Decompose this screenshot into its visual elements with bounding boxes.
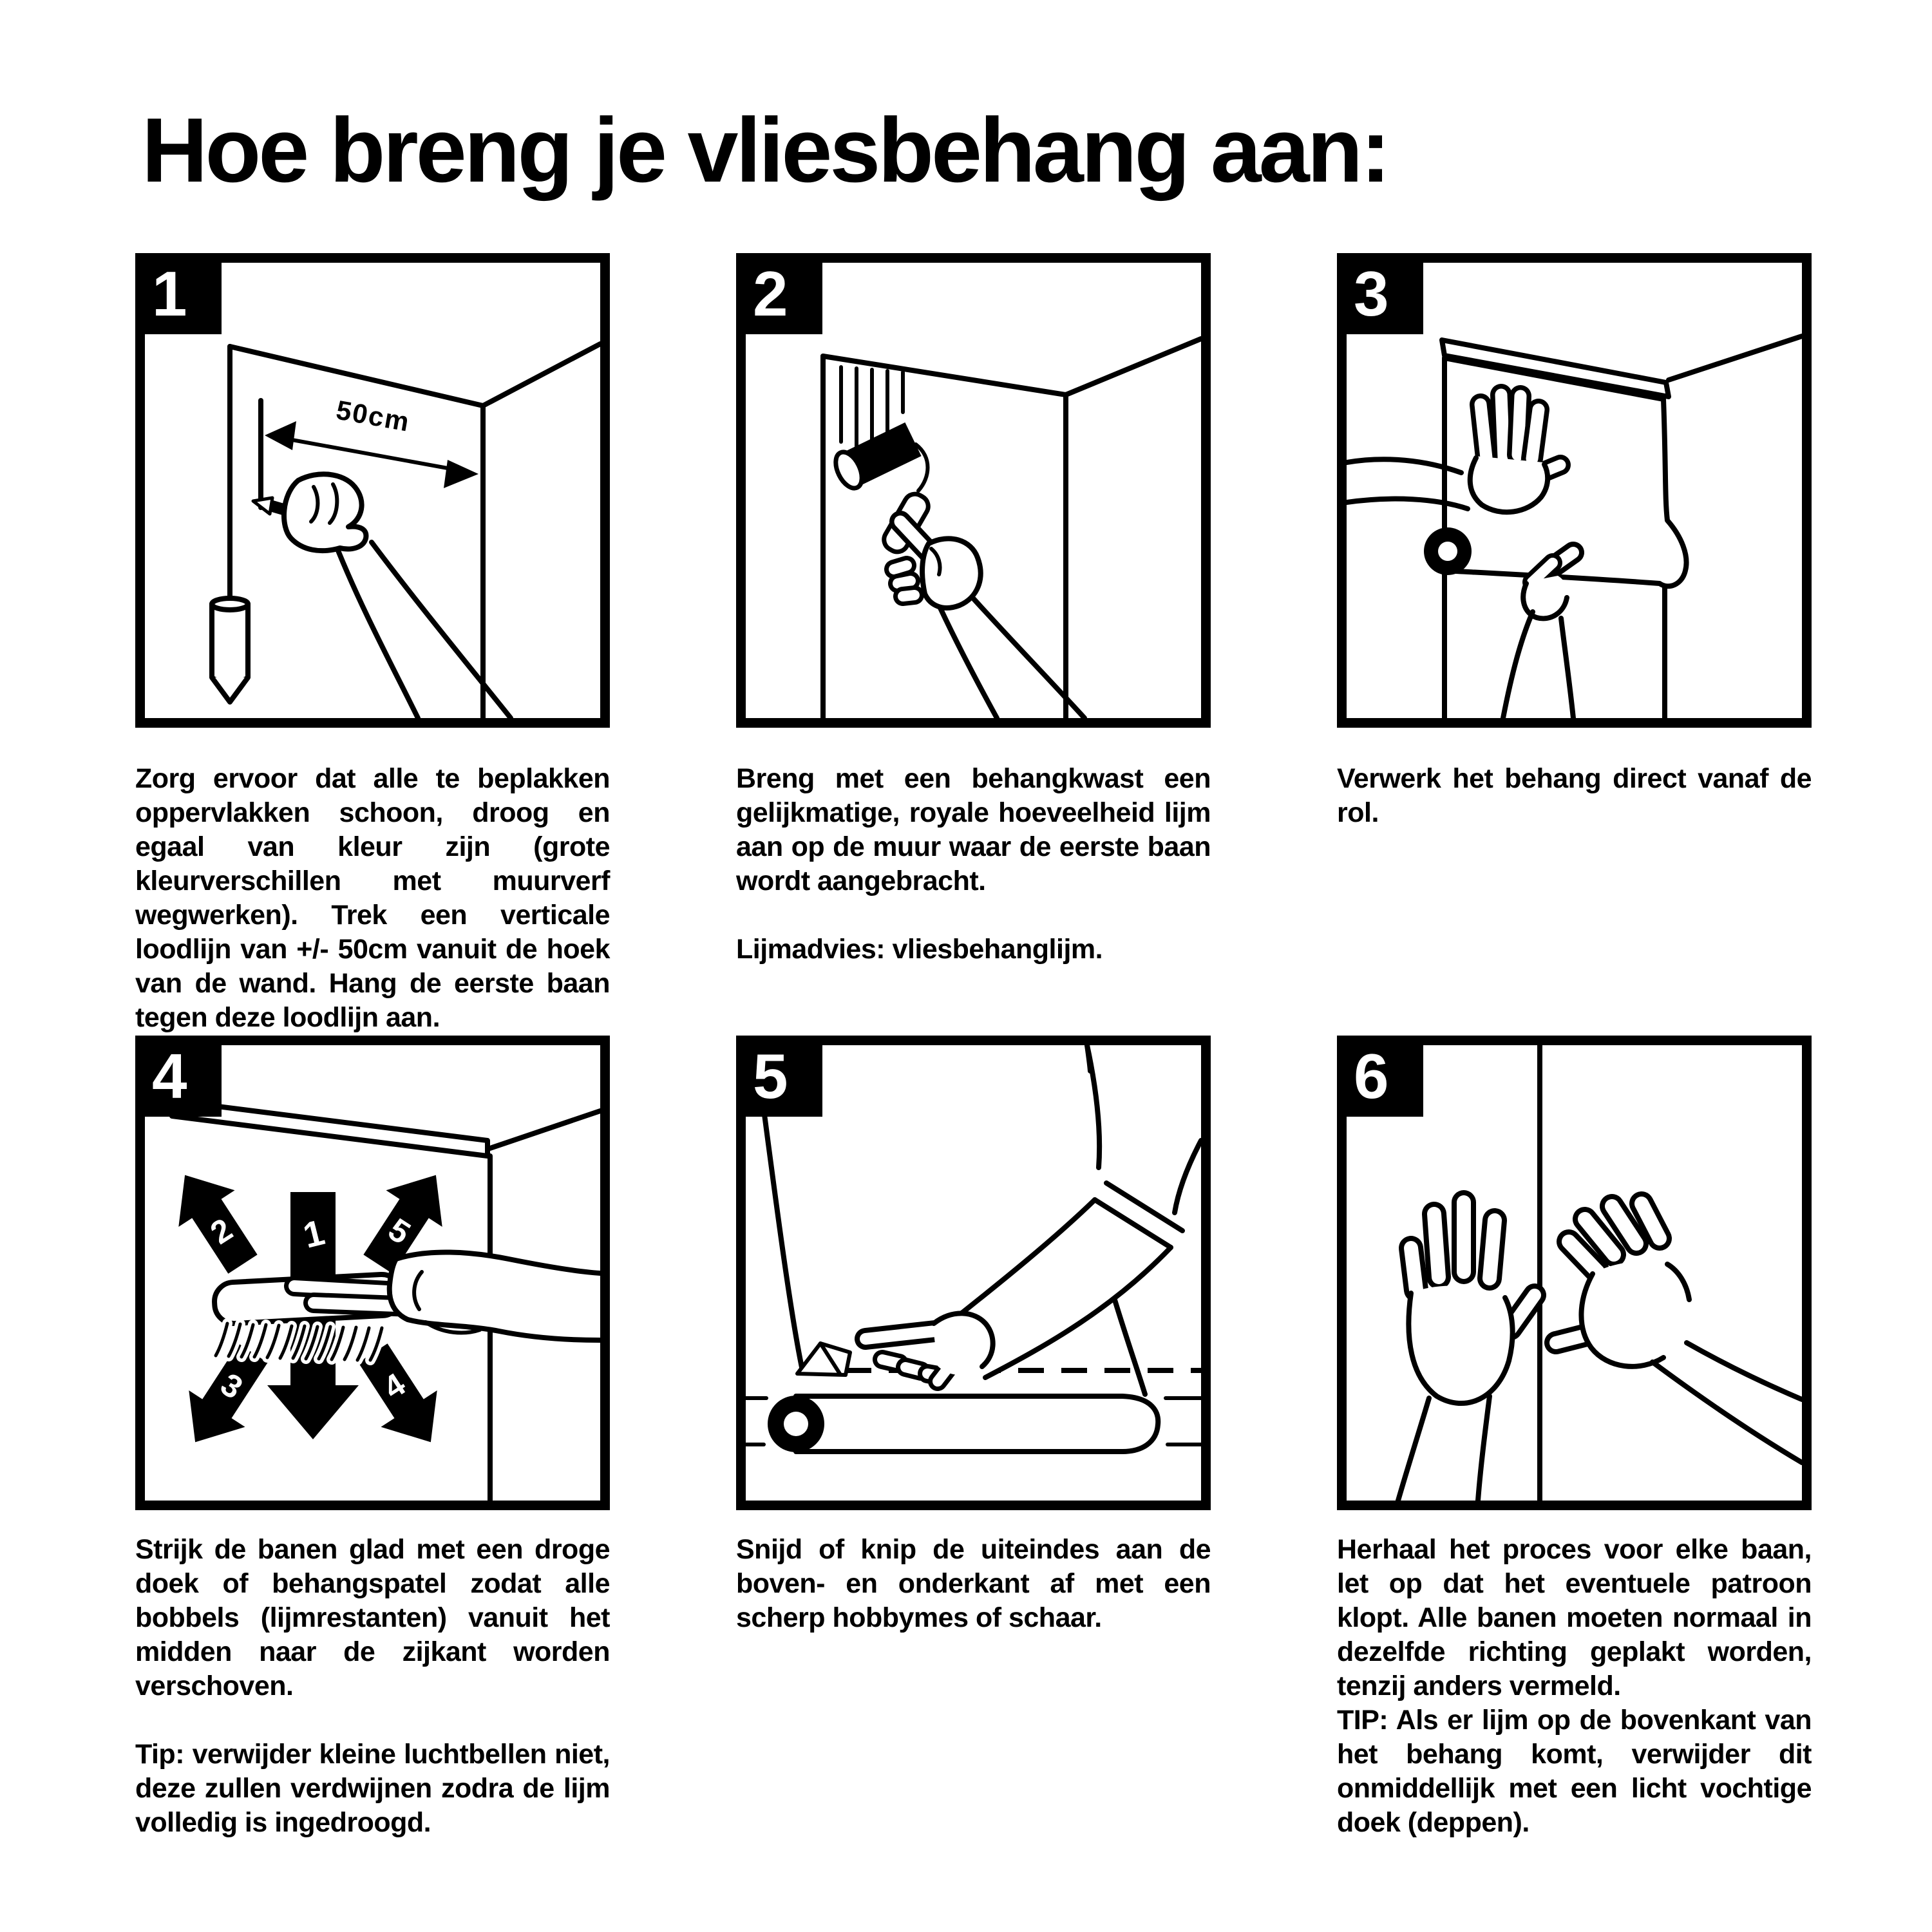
step-number: 2 <box>753 258 788 329</box>
step-number: 4 <box>152 1040 187 1112</box>
step-number-badge <box>1337 253 1423 334</box>
caption-paragraph: Herhaal het proces voor elke baan, let op dat het eventuele patroon klopt. Alle banen moeten normaal in dezelfde richting geplakt worden, tenzij anders vermeld. <box>1337 1534 1812 1701</box>
step-3-caption <box>1337 762 1812 830</box>
caption-paragraph: Verwerk het behang direct vanaf de rol. <box>1337 763 1812 828</box>
plumb-bob-icon <box>212 598 248 702</box>
step-number-badge <box>135 253 222 334</box>
measure-label: 50cm <box>334 394 413 437</box>
step-number-badge <box>736 1036 822 1117</box>
step-number-badge <box>135 1036 222 1117</box>
page-title: Hoe breng je vliesbehang aan: <box>142 99 1388 202</box>
arrow-1-label: 1 <box>299 1211 328 1256</box>
step-number: 1 <box>152 258 187 329</box>
cutting-arm-icon <box>866 1045 1201 1381</box>
caption-paragraph: Lijmadvies: vliesbehanglijm. <box>736 934 1103 965</box>
caption-paragraph: Breng met een behangkwast een gelijkmatige, royale hoeveelheid lijm aan op de muur waar de eerste baan wordt aangebracht. <box>736 763 1211 896</box>
step-number-badge <box>1337 1036 1423 1117</box>
step-6-caption <box>1337 1533 1812 1840</box>
step-1-panel <box>135 253 610 728</box>
arrow-5-label: 5 <box>382 1211 417 1251</box>
step-5-panel <box>736 1036 1211 1510</box>
arrow-2-label: 2 <box>204 1211 239 1251</box>
arrow-4-label: 4 <box>377 1366 412 1406</box>
caption-paragraph: Snijd of knip de uiteindes aan de boven- en onderkant af met een scherp hobbymes of schaar. <box>736 1534 1211 1633</box>
step-5-caption <box>736 1533 1211 1635</box>
step-number: 6 <box>1354 1040 1389 1112</box>
distance-arrow <box>265 395 478 488</box>
caption-paragraph: Strijk de banen glad met een droge doek of behangspatel zodat alle bobbels (lijmrestanten) vanuit het midden naar de zijkant worden verschoven. <box>135 1534 610 1701</box>
right-hand-icon <box>1556 1204 1802 1463</box>
hand-icon <box>894 522 1084 718</box>
step-3-panel <box>1337 253 1812 728</box>
wall-corner <box>823 339 1201 718</box>
step-4-panel <box>135 1036 610 1510</box>
step-number: 3 <box>1354 258 1389 329</box>
caption-paragraph: Zorg ervoor dat alle te beplakken oppervlakken schoon, droog en egaal van kleur zijn (grote kleurverschillen met muurverf wegwerken). Trek een verticale loodlijn van +/- 50cm vanuit de hoek van de wand. Hang de eerste baan tegen deze loodlijn aan. <box>135 763 610 1033</box>
left-hand-icon <box>1398 1202 1535 1501</box>
caption-paragraph: Tip: verwijder kleine luchtbellen niet, deze zullen verdwijnen zodra de lijm volledig is ingedroogd. <box>135 1739 610 1838</box>
step-2-panel <box>736 253 1211 728</box>
step-2-caption <box>736 762 1211 967</box>
wall-corner <box>1665 336 1802 718</box>
wallpaper-roll-icon <box>768 1396 1158 1452</box>
hand-with-pencil-icon <box>253 474 511 718</box>
step-number: 5 <box>753 1040 788 1112</box>
step-4-caption <box>135 1533 610 1840</box>
caption-paragraph: TIP: Als er lijm op de bovenkant van het behang komt, verwijder dit onmiddellijk met een licht vochtige doek (deppen). <box>1337 1705 1812 1838</box>
arrow-3-label: 3 <box>214 1366 249 1406</box>
wallpaper-sheet <box>1424 340 1687 718</box>
utility-knife-icon <box>797 1343 850 1375</box>
step-1-caption <box>135 762 610 1035</box>
step-6-panel <box>1337 1036 1812 1510</box>
step-number-badge <box>736 253 822 334</box>
